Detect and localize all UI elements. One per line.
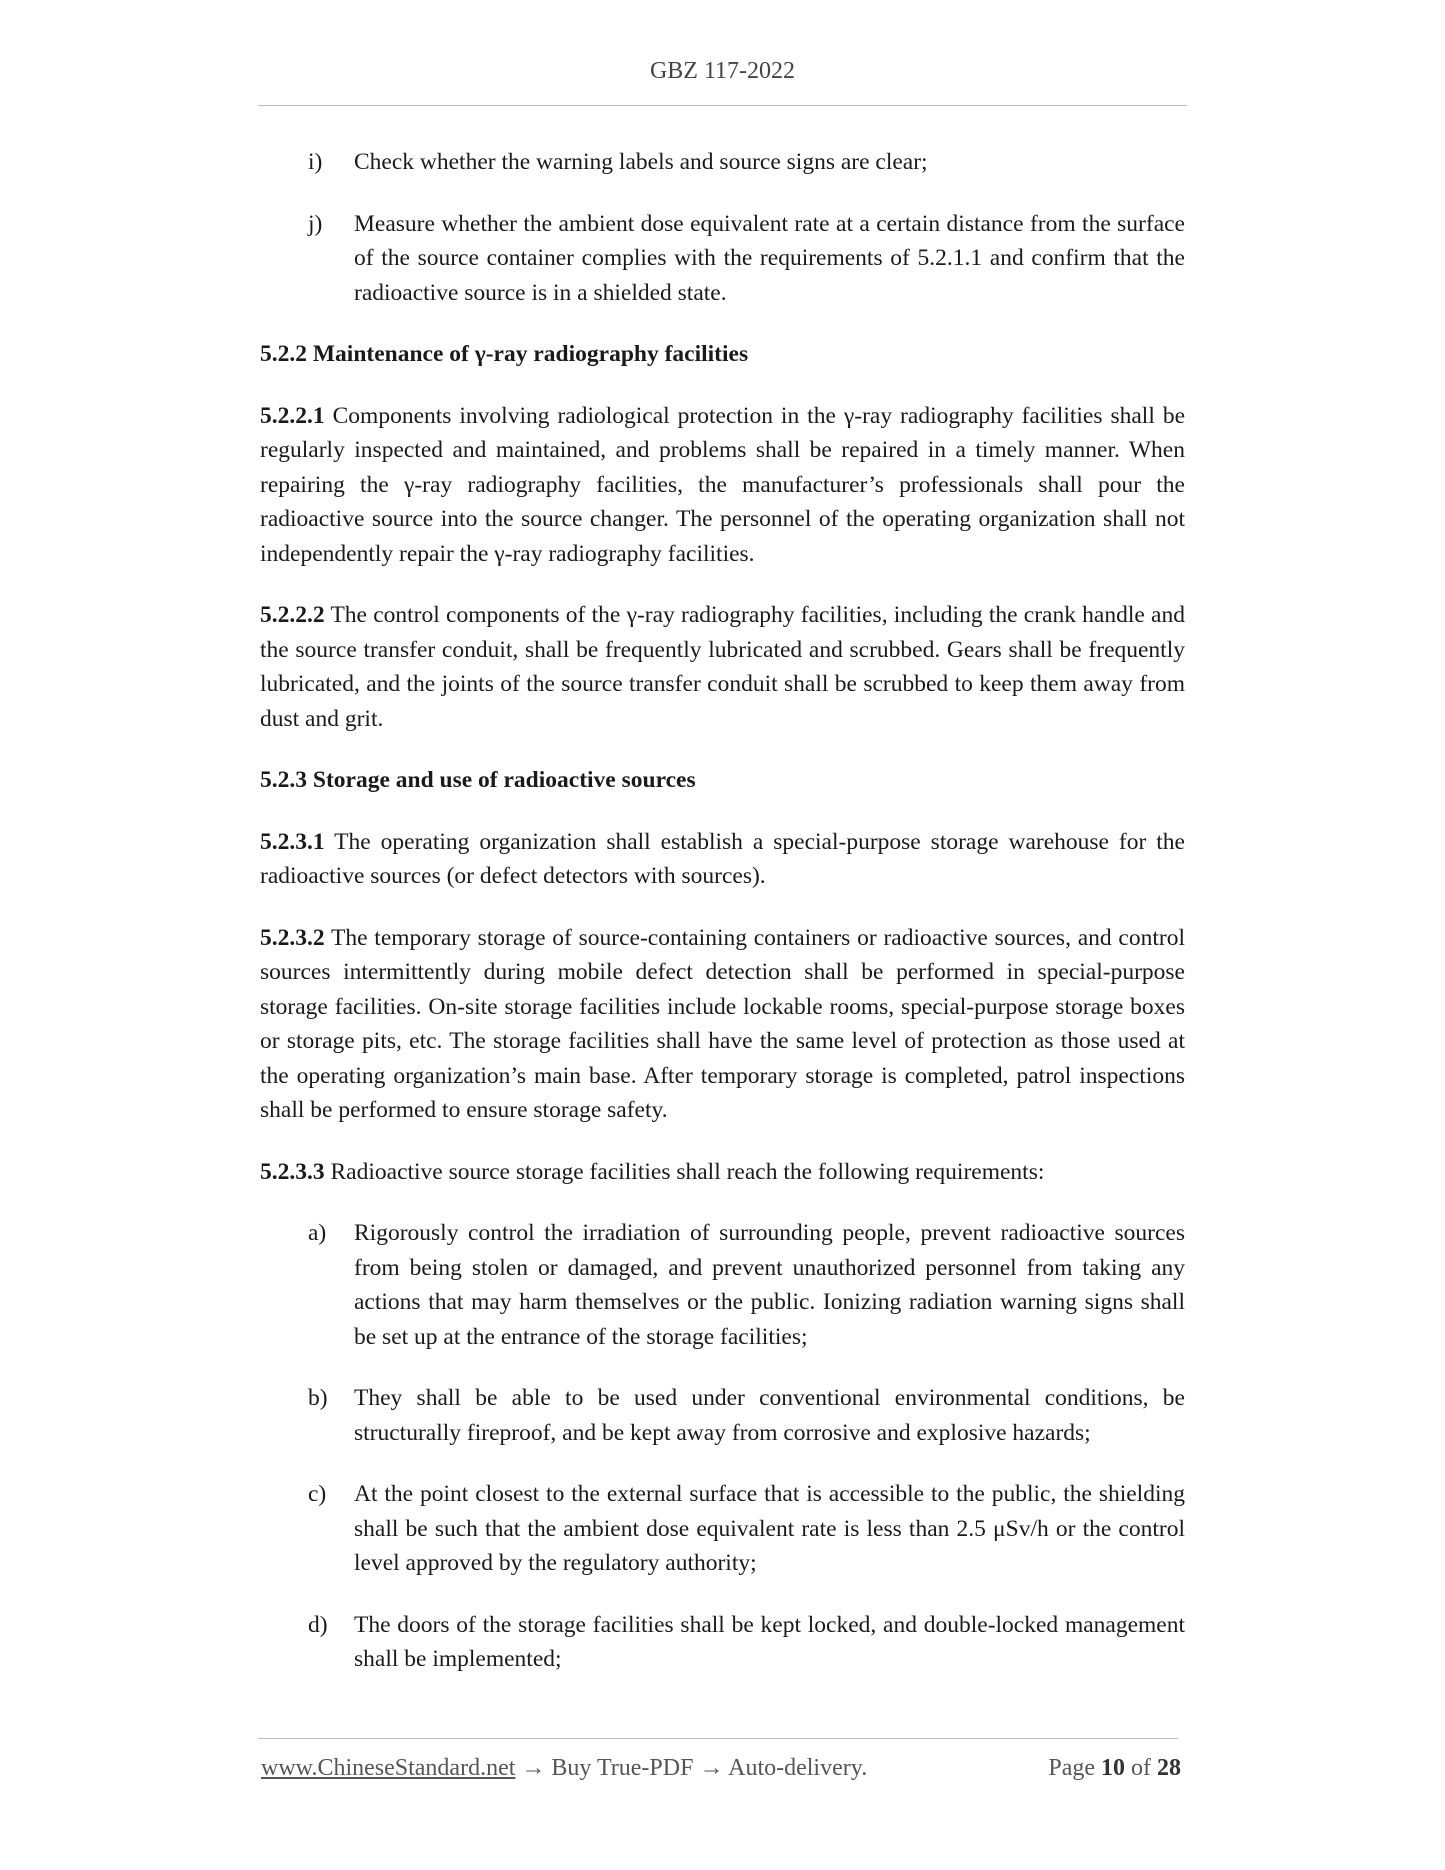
clause-text: The operating organization shall establish a special-purpose storage warehouse for the radioactive sources (or defect detectors with sources). [260,828,1185,889]
of-word: of [1131,1755,1151,1781]
page-word: Page [1048,1755,1095,1781]
list-item-text: They shall be able to be used under conventional environmental conditions, be structurally fireproof, and be kept away from corrosive and explosive hazards; [354,1385,1185,1446]
total-pages-number: 28 [1157,1755,1181,1781]
clause-text: The control components of the γ-ray radiography facilities, including the crank handle and the source transfer conduit, shall be frequently lubricated and scrubbed. Gears shall be frequently lubricated, and the joints of the source transfer conduit shall be scrubbed to keep them away from dust and grit. [260,602,1185,732]
clause-text: Radioactive source storage facilities shall reach the following requirements: [330,1158,1045,1185]
header-divider [258,105,1187,106]
list-item-label: b) [308,1385,328,1411]
footer-promo [261,1755,867,1782]
page-indicator [1048,1755,1181,1782]
clause-5-2-3-1 [260,825,1185,894]
clause-5-2-3-2 [260,921,1185,1128]
list-item [260,207,1185,311]
clause-5-2-2-1 [260,399,1185,572]
footer-divider [258,1738,1178,1739]
section-heading-5-2-3: 5.2.3 Storage and use of radioactive sources [260,767,696,793]
clause-number: 5.2.3.2 [260,924,325,951]
list-item [260,1216,1185,1354]
clause-number: 5.2.3.1 [260,828,325,855]
website-link[interactable]: www.ChineseStandard.net [261,1755,516,1781]
list-item [260,145,1185,180]
clause-text: The temporary storage of source-containing containers or radioactive sources, and control sources intermittently during mobile defect detection shall be performed in special-purpose storage facilities. On-site storage facilities include lockable rooms, special-purpose storage boxes or storage pits, etc. The storage facilities shall have the same level of protection as those used at the operating organization’s main base. After temporary storage is completed, patrol inspections shall be performed to ensure storage safety. [260,924,1186,1123]
list-item-label: d) [308,1611,328,1638]
list-item-text: At the point closest to the external surface that is accessible to the public, the shielding shall be such that the ambient dose equivalent rate is less than 2.5 μSv/h or the control level approved by the regulatory authority; [354,1481,1185,1576]
list-item-text: Measure whether the ambient dose equivalent rate at a certain distance from the surface of the source container complies with the requirements of 5.2.1.1 and confirm that the radioactive source is in a shielded state. [354,210,1185,306]
list-item-label: j) [308,210,323,237]
clause-number: 5.2.2.1 [260,402,325,429]
list-item-text: The doors of the storage facilities shall be kept locked, and double-locked management shall be implemented; [354,1611,1185,1672]
current-page-number: 10 [1101,1755,1125,1781]
list-item-text: Check whether the warning labels and source signs are clear; [354,149,928,175]
clause-5-2-3-3 [260,1155,1185,1190]
page-header: GBZ 117-2022 [649,58,796,84]
page-content [260,145,1185,1704]
footer-promo-text: → Buy True-PDF → Auto-delivery. [515,1755,868,1781]
list-item-label: i) [308,149,323,175]
list-item [260,1477,1185,1581]
section-heading-5-2-2: 5.2.2 Maintenance of γ-ray radiography facilities [260,341,749,367]
clause-number: 5.2.2.2 [260,602,325,628]
list-item-label: a) [308,1220,327,1246]
clause-5-2-2-2 [260,598,1185,736]
list-item [260,1381,1185,1450]
page-footer [261,1755,1181,1791]
clause-text: Components involving radiological protection in the γ-ray radiography facilities shall be regularly inspected and maintained, and problems shall be repaired in a timely manner. When repairing the γ-ray radiography facilities, the manufacturer’s professionals shall pour the radioactive source into the source changer. The personnel of the operating organization shall not independently repair the γ-ray radiography facilities. [260,402,1186,567]
list-item-text: Rigorously control the irradiation of surrounding people, prevent radioactive sources from being stolen or damaged, and prevent unauthorized personnel from taking any actions that may harm themselves or the public. Ionizing radiation warning signs shall be set up at the entrance of the storage facilities; [354,1220,1185,1350]
list-item-label: c) [308,1481,327,1507]
clause-number: 5.2.3.3 [260,1158,325,1185]
list-item [260,1608,1185,1677]
